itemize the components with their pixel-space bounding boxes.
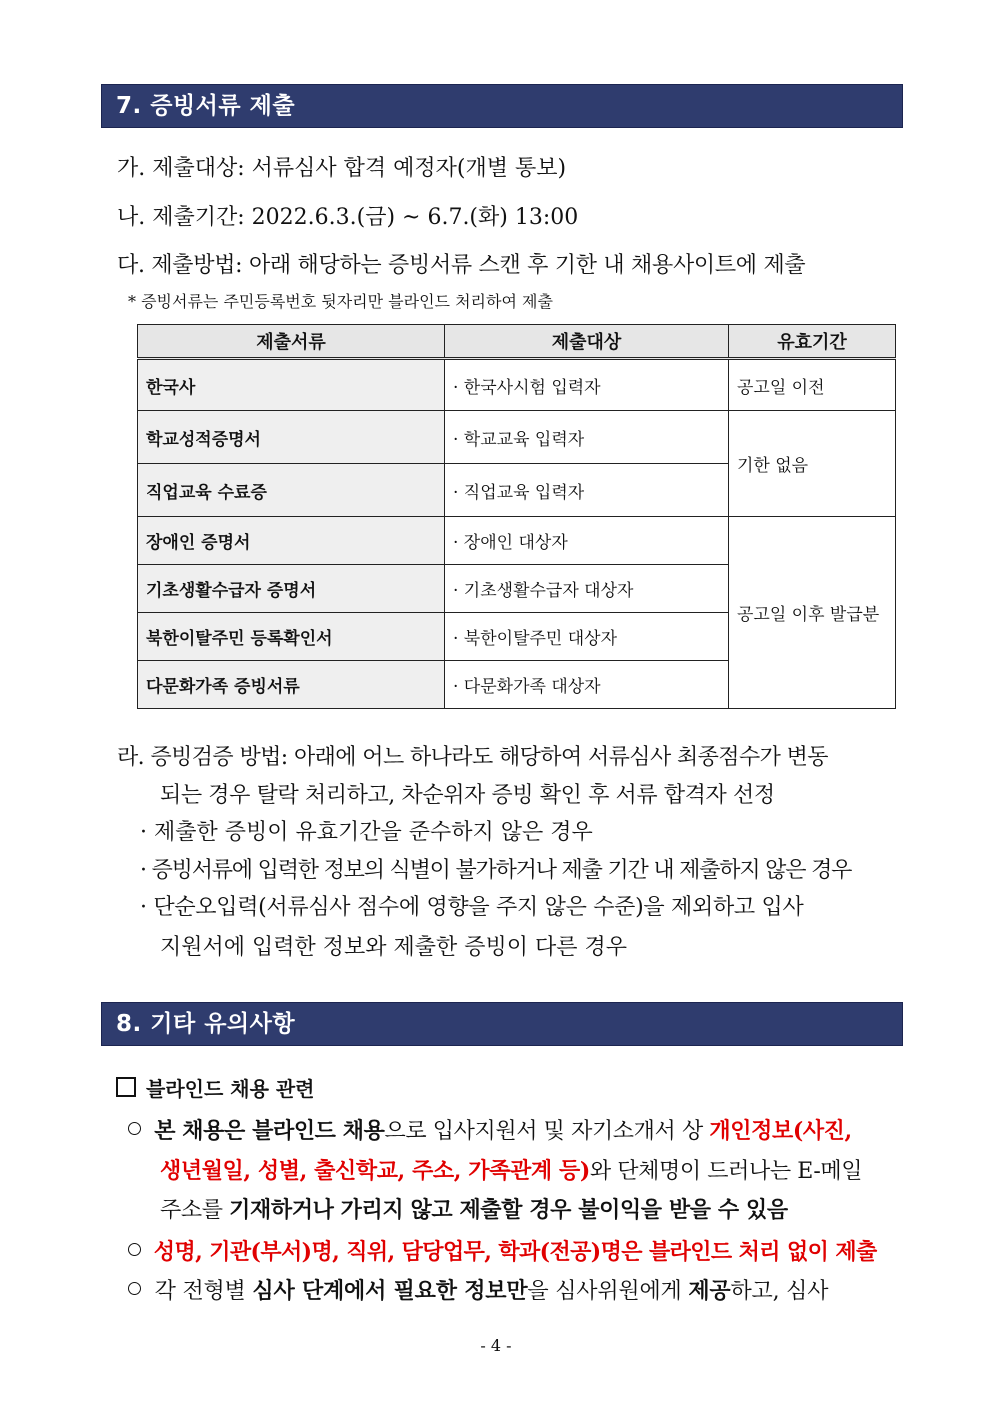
documents-table <box>137 324 896 709</box>
notice-item-1-line3 <box>160 1193 788 1224</box>
notice-1-bold-end: 기재하거나 가리지 않고 제출할 경우 불이익을 받을 수 있음 <box>229 1197 788 1223</box>
table-row <box>138 517 896 565</box>
notice-item-3 <box>128 1274 828 1305</box>
document-name: 한국사 <box>138 359 445 411</box>
notice-2-red: 성명, 기관(부서)명, 직위, 담당업무, 학과(전공)명은 블라인드 처리 없이 제출 <box>153 1239 877 1265</box>
circle-bullet-icon <box>128 1122 141 1135</box>
notice-1-text: 으로 입사지원서 및 자기소개서 상 <box>384 1119 710 1144</box>
document-name: 장애인 증명서 <box>138 517 445 565</box>
verification-bullet: · 제출한 증빙이 유효기간을 준수하지 않은 경우 <box>140 820 593 845</box>
notice-item-1-line2 <box>160 1154 862 1185</box>
notice-1-text-end: 주소를 <box>160 1198 230 1223</box>
notice-3-text-2: 을 심사위원에게 <box>527 1279 689 1304</box>
notice-1-red-cont: 생년월일, 성별, 출신학교, 주소, 가족관계 등) <box>160 1158 590 1184</box>
document-name: 기초생활수급자 증명서 <box>138 565 445 613</box>
submission-note: * 증빙서류는 주민등록번호 뒷자리만 블라인드 처리하여 제출 <box>128 292 553 311</box>
submission-method: 다. 제출방법: 아래 해당하는 증빙서류 스캔 후 기한 내 채용사이트에 제출 <box>117 253 806 278</box>
notice-3-bold: 심사 단계에서 필요한 정보만 <box>252 1278 528 1304</box>
document-target: · 직업교육 입력자 <box>445 464 729 517</box>
verification-method: 라. 증빙검증 방법: 아래에 어느 하나라도 해당하여 서류심사 최종점수가 변동 <box>117 745 828 770</box>
circle-bullet-icon <box>128 1243 141 1256</box>
document-target: · 다문화가족 대상자 <box>445 661 729 709</box>
verification-bullet-cont: 지원서에 입력한 정보와 제출한 증빙이 다른 경우 <box>160 935 628 960</box>
page-number: - 4 - <box>480 1336 512 1355</box>
table-row <box>138 411 896 464</box>
document-name: 직업교육 수료증 <box>138 464 445 517</box>
document-target: · 기초생활수급자 대상자 <box>445 565 729 613</box>
validity-period: 공고일 이후 발급분 <box>729 517 896 709</box>
document-target: · 한국사시험 입력자 <box>445 359 729 411</box>
verification-bullet: · 단순오입력(서류심사 점수에 영향을 주지 않은 수준)을 제외하고 입사 <box>140 895 804 920</box>
notice-1-text-cont: 와 단체명이 드러나는 E-메일 <box>589 1159 863 1184</box>
blind-hiring-heading-text: 블라인드 채용 관련 <box>146 1077 315 1101</box>
document-name: 북한이탈주민 등록확인서 <box>138 613 445 661</box>
notice-item-2 <box>128 1235 877 1266</box>
notice-1-bold: 본 채용은 블라인드 채용 <box>154 1118 385 1144</box>
document-target: · 장애인 대상자 <box>445 517 729 565</box>
document-target: · 학교교육 입력자 <box>445 411 729 464</box>
header-validity: 유효기간 <box>729 325 896 359</box>
submission-target: 가. 제출대상: 서류심사 합격 예정자(개별 통보) <box>117 156 567 181</box>
validity-period: 기한 없음 <box>729 411 896 517</box>
section-8-title: 8. 기타 유의사항 <box>101 1002 903 1046</box>
blind-hiring-heading <box>116 1073 315 1102</box>
table-row <box>138 359 896 411</box>
notice-1-red: 개인정보(사진, <box>709 1118 852 1144</box>
document-name: 다문화가족 증빙서류 <box>138 661 445 709</box>
circle-bullet-icon <box>128 1282 141 1295</box>
header-target: 제출대상 <box>445 325 729 359</box>
notice-item-1 <box>128 1114 852 1145</box>
header-documents: 제출서류 <box>138 325 445 359</box>
verification-method-cont: 되는 경우 탈락 처리하고, 차순위자 증빙 확인 후 서류 합격자 선정 <box>160 783 775 808</box>
document-name: 학교성적증명서 <box>138 411 445 464</box>
document-target: · 북한이탈주민 대상자 <box>445 613 729 661</box>
notice-3-bold-2: 제공 <box>688 1278 731 1304</box>
section-7-title: 7. 증빙서류 제출 <box>101 84 903 128</box>
notice-3-text-3: 하고, 심사 <box>730 1279 829 1304</box>
notice-3-text: 각 전형별 <box>154 1279 253 1304</box>
verification-bullet: · 증빙서류에 입력한 정보의 식별이 불가하거나 제출 기간 내 제출하지 않은 경우 <box>140 858 852 883</box>
submission-period: 나. 제출기간: 2022.6.3.(금) ~ 6.7.(화) 13:00 <box>117 205 579 230</box>
checkbox-icon <box>116 1077 136 1097</box>
validity-period: 공고일 이전 <box>729 359 896 411</box>
